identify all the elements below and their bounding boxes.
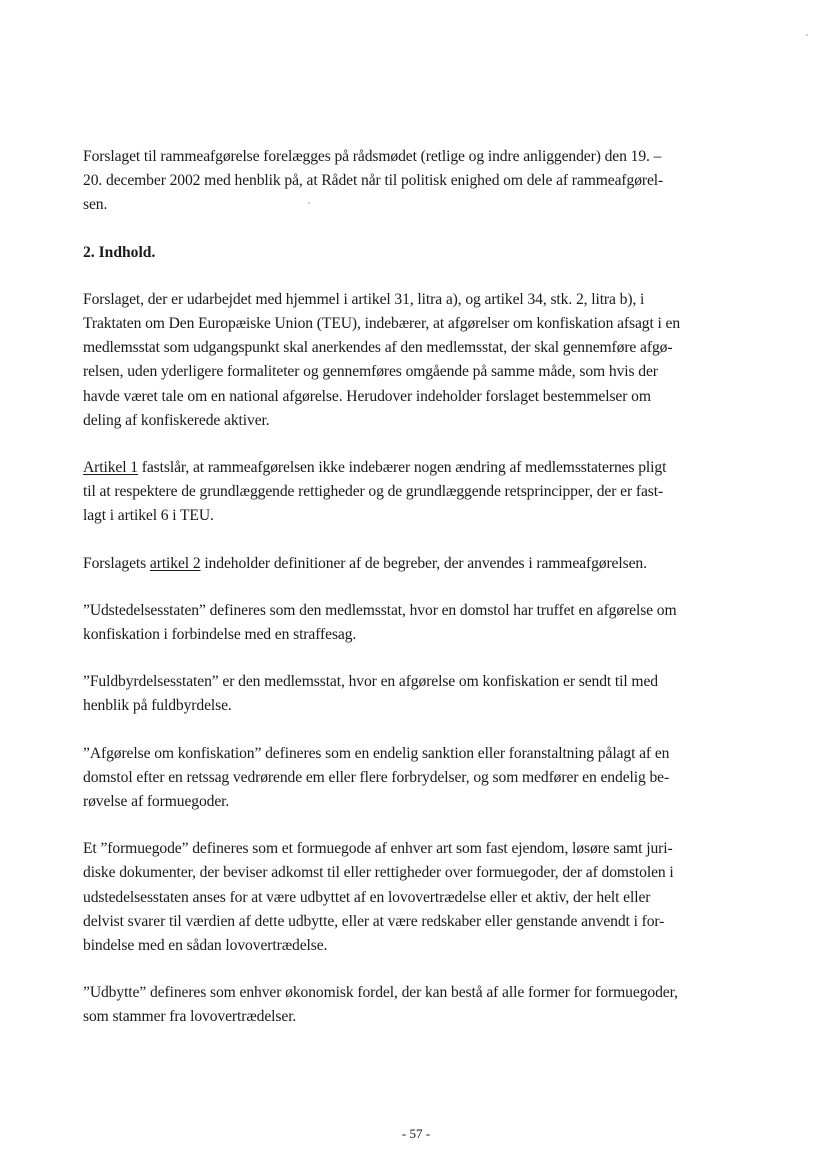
text-line: [83, 456, 745, 480]
text-line: delvist svarer til værdien af dette udbytte, eller at være redskaber eller genstande anvendt i for-: [83, 912, 665, 930]
text-line: Forslaget, der er udarbejdet med hjemmel i artikel 31, litra a), og artikel 34, stk. 2, litra b), i: [83, 290, 645, 308]
text-segment: fastslår, at rammeafgørelsen ikke indebærer nogen ændring af medlemsstaternes pligt: [137, 459, 667, 477]
text-line: ”Udstedelsesstaten” defineres som den medlemsstat, hvor en domstol har truffet en afgørelse om: [83, 601, 677, 619]
article-2-reference: artikel 2: [149, 554, 201, 572]
scan-speck: [308, 202, 310, 204]
definition-udstedelsesstaten: [83, 599, 745, 647]
definition-fuldbyrdelsesstaten: [83, 670, 745, 718]
text-segment: Forslagets: [83, 554, 150, 572]
text-line: sen.: [83, 196, 108, 214]
article-1-reference: Artikel 1: [83, 459, 138, 477]
text-line: ”Fuldbyrdelsesstaten” er den medlemsstat, hvor en afgørelse om konfiskation er sendt til med: [83, 673, 658, 691]
text-line: røvelse af formuegoder.: [83, 793, 230, 811]
text-line: relsen, uden yderligere formaliteter og gennemføres omgående på samme måde, som hvis der: [83, 363, 658, 381]
document-body: [83, 145, 745, 1053]
text-line: til at respektere de grundlæggende rettigheder og de grundlæggende retsprincipper, der er fast-: [83, 483, 664, 501]
text-line: 20. december 2002 med henblik på, at Rådet når til politisk enighed om dele af rammeafgørel-: [83, 172, 664, 190]
scan-speck: [806, 34, 808, 36]
text-line: bindelse med en sådan lovovertrædelse.: [83, 937, 328, 955]
text-line: domstol efter en retssag vedrørende em eller flere forbrydelser, og som medfører en endelig be-: [83, 768, 670, 786]
paragraph-legal-basis: [83, 288, 745, 433]
page-number: - 57 -: [401, 1126, 431, 1141]
definition-formuegode: [83, 837, 745, 958]
text-line: som stammer fra lovovertrædelser.: [83, 1008, 297, 1026]
text-segment: indeholder definitioner af de begreber, der anvendes i rammeafgørelsen.: [200, 554, 647, 572]
section-heading: 2. Indhold.: [83, 243, 156, 261]
text-line: henblik på fuldbyrdelse.: [83, 697, 232, 715]
definition-udbytte: [83, 981, 745, 1029]
definition-afgoerelse-om-konfiskation: [83, 742, 745, 815]
text-line: ”Udbytte” defineres som enhver økonomisk fordel, der kan bestå af alle former for formuegoder,: [83, 984, 678, 1002]
text-line: Forslaget til rammeafgørelse forelægges på rådsmødet (retlige og indre anliggender) den 19. –: [83, 148, 662, 165]
text-line: Et ”formuegode” defineres som et formuegode af enhver art som fast ejendom, løsøre samt juri-: [83, 840, 673, 858]
text-line: konfiskation i forbindelse med en straffesag.: [83, 626, 357, 644]
paragraph-article-1: [83, 456, 745, 529]
text-line: medlemsstat som udgangspunkt skal anerkendes af den medlemsstat, der skal gennemføre afgø-: [83, 339, 673, 357]
text-line: udstedelsesstaten anses for at være udbyttet af en lovovertrædelse eller et aktiv, der helt eller: [83, 888, 651, 906]
intro-paragraph: [83, 145, 745, 218]
text-line: diske dokumenter, der beviser adkomst til eller rettigheder over formuegoder, der af domstolen i: [83, 864, 674, 882]
text-line: ”Afgørelse om konfiskation” defineres som en endelig sanktion eller foranstaltning pålagt af en: [83, 744, 670, 762]
text-line: lagt i artikel 6 i TEU.: [83, 507, 214, 525]
text-line: havde været tale om en national afgørelse. Herudover indeholder forslaget bestemmelser om: [83, 387, 651, 405]
paragraph-article-2: [83, 552, 745, 576]
text-line: Traktaten om Den Europæiske Union (TEU), indebærer, at afgørelser om konfiskation afsagt i en: [83, 315, 681, 333]
text-line: [83, 552, 745, 576]
text-line: deling af konfiskerede aktiver.: [83, 411, 270, 429]
